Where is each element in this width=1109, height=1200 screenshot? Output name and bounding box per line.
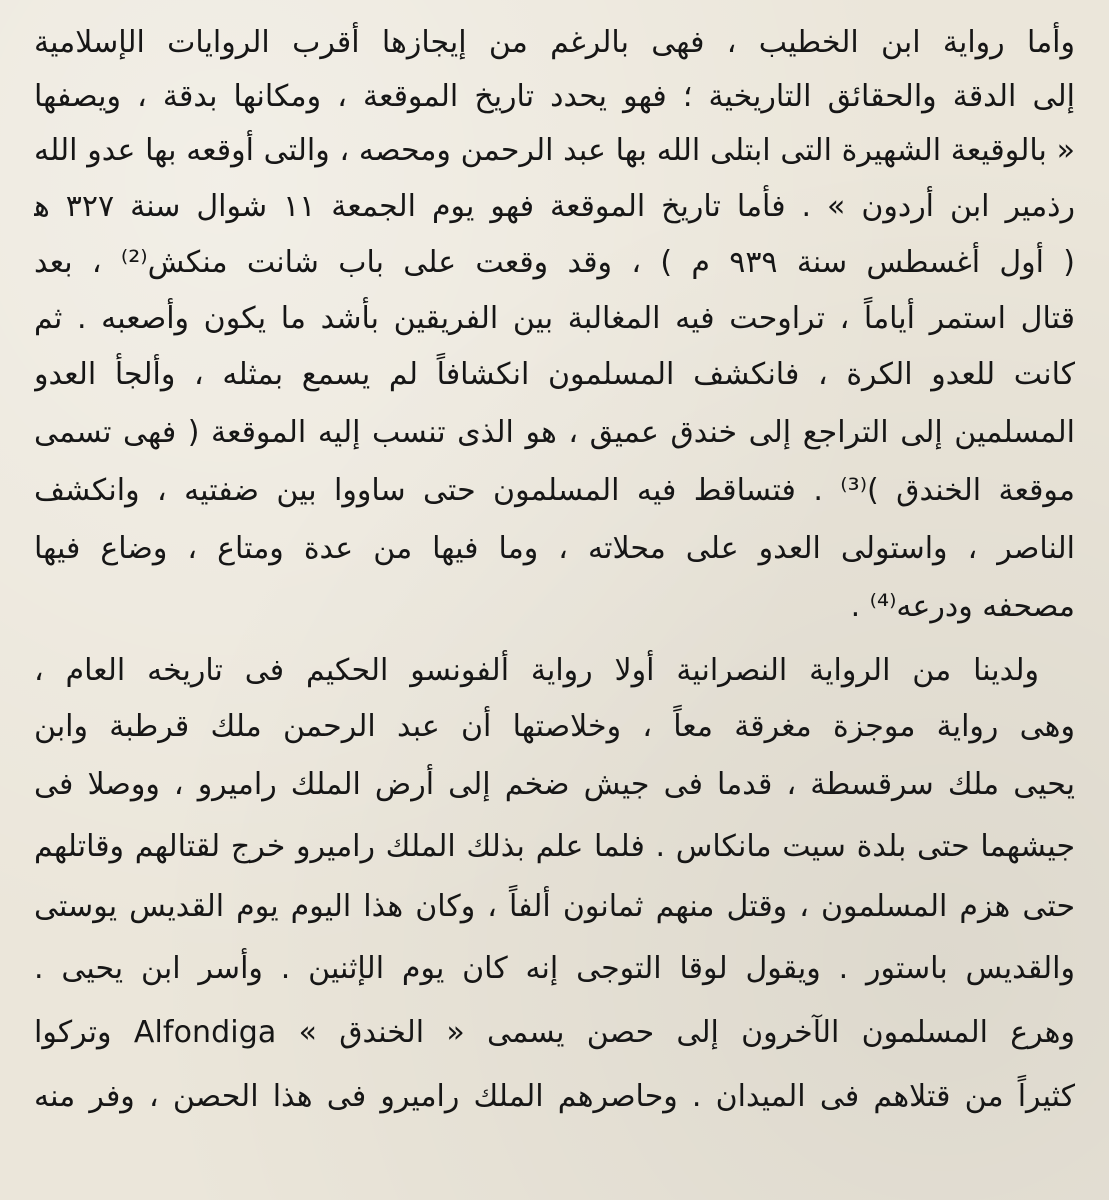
paragraph-1-line-8: المسلمين إلى التراجع إلى خندق عميق ، هو الذى تنسب إليه الموقعة ( فهى تسمى [34, 415, 1075, 450]
paragraph-2-line-5: حتى هزم المسلمون ، وقتل منهم ثمانون ألفاً ، وكان هذا اليوم يوم القديس يوستى [34, 889, 1075, 924]
paragraph-1-line-5: ( أول أغسطس سنة ٩٣٩ م ) ، وقد وقعت على باب شانت منكش⁽²⁾ ، بعد [34, 245, 1075, 280]
paragraph-1-line-7: كانت للعدو الكرة ، فانكشف المسلمون انكشافاً لم يسمع بمثله ، وألجأ العدو [34, 357, 1075, 392]
arabic-text-body [34, 0, 1075, 1200]
paragraph-1-line-6: قتال استمر أياماً ، تراوحت فيه المغالبة بين الفريقين بأشد ما يكون وأصعبه . ثم [34, 301, 1075, 336]
paragraph-2-line-7: وهرع المسلمون الآخرون إلى حصن يسمى « الخندق » Alfondiga وتركوا [34, 1015, 1075, 1050]
paragraph-1-line-11: مصحفه ودرعه⁽⁴⁾ . [850, 589, 1075, 624]
paragraph-2-line-1: ولدينا من الرواية النصرانية أولا رواية ألفونسو الحكيم فى تاريخه العام ، [34, 653, 1039, 688]
paragraph-1-line-4: رذمير ابن أردون » . فأما تاريخ الموقعة فهو يوم الجمعة ١١ شوال سنة ٣٢٧ ﻫ [34, 189, 1075, 224]
paragraph-1-line-3: « بالوقيعة الشهيرة التى ابتلى الله بها عبد الرحمن ومحصه ، والتى أوقعه بها عدو الله [34, 133, 1075, 168]
paragraph-2-line-2: وهى رواية موجزة مغرقة معاً ، وخلاصتها أن عبد الرحمن ملك قرطبة وابن [34, 709, 1075, 744]
paragraph-2-line-8: كثيراً من قتلاهم فى الميدان . وحاصرهم الملك راميرو فى هذا الحصن ، وفر منه [34, 1079, 1075, 1114]
paragraph-2-line-4: جيشهما حتى بلدة سيت مانكاس . فلما علم بذلك الملك راميرو خرج لقتالهم وقاتلهم [34, 829, 1075, 864]
paragraph-1-line-1: وأما رواية ابن الخطيب ، فهى بالرغم من إيجازها أقرب الروايات الإسلامية [34, 25, 1075, 60]
paragraph-2-line-3: يحيى ملك سرقسطة ، قدما فى جيش ضخم إلى أرض الملك راميرو ، ووصلا فى [34, 767, 1075, 802]
paragraph-1-line-10: الناصر ، واستولى العدو على محلاته ، وما فيها من عدة ومتاع ، وضاع فيها [34, 531, 1075, 566]
paragraph-1-line-2: إلى الدقة والحقائق التاريخية ؛ فهو يحدد تاريخ الموقعة ، ومكانها بدقة ، ويصفها [34, 79, 1075, 114]
paragraph-2-line-6: والقديس باستور . ويقول لوقا التوجى إنه كان يوم الإثنين . وأسر ابن يحيى . [34, 951, 1075, 986]
paragraph-1-line-9: موقعة الخندق )⁽³⁾ . فتساقط فيه المسلمون حتى ساووا بين ضفتيه ، وانكشف [34, 473, 1075, 508]
